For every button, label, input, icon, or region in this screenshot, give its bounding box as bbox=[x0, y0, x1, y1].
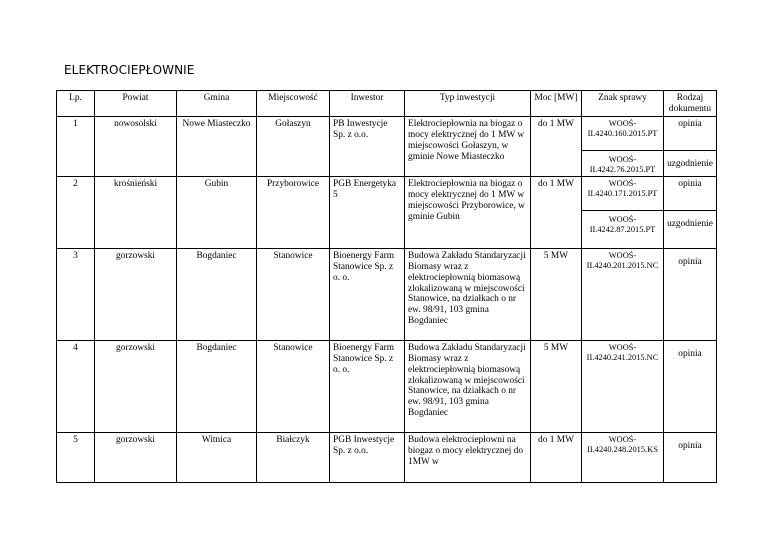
znak-value: WOOŚ-II.4242.76.2015.PT bbox=[589, 154, 656, 174]
cell-inwestor: PGB Inwestycje Sp. z o.o. bbox=[330, 432, 405, 482]
cell-lp: 3 bbox=[57, 248, 95, 340]
header-typ: Typ inwestycji bbox=[405, 91, 531, 117]
cell-znak bbox=[582, 116, 664, 176]
cell-inwestor: Bioenergy Farm Stanowice Sp. z o. o. bbox=[330, 340, 405, 432]
cell-powiat: krośnieński bbox=[95, 176, 177, 248]
cell-gmina: Bogdaniec bbox=[177, 340, 257, 432]
znak-value: WOOŚ-II.4240.160.2015.PT bbox=[582, 117, 663, 151]
cell-miejscowosc: Gołaszyn bbox=[257, 116, 330, 176]
cell-znak: WOOŚ-II.4240.201.2015.NC bbox=[582, 248, 664, 340]
cell-typ: Elektrociepłownia na biogaz o mocy elektrycznej do 1 MW w miejscowości Gołaszyn, w gminie Nowe Miasteczko bbox=[405, 116, 531, 176]
cell-powiat: gorzowski bbox=[95, 340, 177, 432]
cell-moc: do 1 MW bbox=[531, 432, 582, 482]
cell-moc: do 1 MW bbox=[531, 176, 582, 248]
table-row bbox=[57, 176, 717, 248]
znak-value: WOOŚ-II.4242.87.2015.PT bbox=[589, 214, 656, 234]
znak-value: WOOŚ-II.4240.171.2015.PT bbox=[582, 177, 663, 211]
cell-znak bbox=[582, 176, 664, 248]
table-row bbox=[57, 248, 717, 340]
cell-lp: 2 bbox=[57, 176, 95, 248]
header-inwestor: Inwestor bbox=[330, 91, 405, 117]
rodzaj-value: uzgodnienie bbox=[667, 158, 713, 169]
cell-lp: 1 bbox=[57, 116, 95, 176]
cell-miejscowosc: Stanowice bbox=[257, 340, 330, 432]
page-title: ELEKTROCIEPŁOWNIE bbox=[64, 63, 195, 77]
cell-powiat: gorzowski bbox=[95, 432, 177, 482]
cell-miejscowosc: Stanowice bbox=[257, 248, 330, 340]
cell-znak: WOOŚ-II.4240.241.2015.NC bbox=[582, 340, 664, 432]
cell-rodzaj bbox=[664, 176, 717, 248]
cell-rodzaj: opinia bbox=[664, 340, 717, 432]
cell-moc: do 1 MW bbox=[531, 116, 582, 176]
cell-inwestor: Bioenergy Farm Stanowice Sp. z o. o. bbox=[330, 248, 405, 340]
cell-powiat: nowosolski bbox=[95, 116, 177, 176]
table-row bbox=[57, 116, 717, 176]
cell-moc: 5 MW bbox=[531, 340, 582, 432]
rodzaj-value: uzgodnienie bbox=[667, 218, 713, 229]
cell-rodzaj: opinia bbox=[664, 248, 717, 340]
investments-table bbox=[56, 90, 717, 483]
header-lp: Lp. bbox=[57, 91, 95, 117]
cell-inwestor: PB Inwestycje Sp. z o.o. bbox=[330, 116, 405, 176]
header-rodzaj: Rodzaj dokumentu bbox=[664, 91, 717, 117]
header-znak: Znak sprawy bbox=[582, 91, 664, 117]
header-gmina: Gmina bbox=[177, 91, 257, 117]
cell-moc: 5 MW bbox=[531, 248, 582, 340]
header-moc: Moc [MW] bbox=[531, 91, 582, 117]
cell-gmina: Bogdaniec bbox=[177, 248, 257, 340]
cell-gmina: Witnica bbox=[177, 432, 257, 482]
cell-lp: 5 bbox=[57, 432, 95, 482]
cell-inwestor: PGB Energetyka 5 bbox=[330, 176, 405, 248]
cell-rodzaj bbox=[664, 116, 717, 176]
cell-miejscowosc: Przyborowice bbox=[257, 176, 330, 248]
header-miejscowosc: Miejscowość bbox=[257, 91, 330, 117]
cell-typ: Budowa Zakładu Standaryzacji Biomasy wraz z elektrociepłownią biomasową zlokalizowaną w miejscowości Stanowice, na działkach o nr ew. 98/91, 103 gmina Bogdaniec bbox=[405, 248, 531, 340]
header-powiat: Powiat bbox=[95, 91, 177, 117]
cell-gmina: Gubin bbox=[177, 176, 257, 248]
cell-typ: Budowa elektrociepłowni na biogaz o mocy elektrycznej do 1MW w bbox=[405, 432, 531, 482]
cell-gmina: Nowe Miasteczko bbox=[177, 116, 257, 176]
cell-lp: 4 bbox=[57, 340, 95, 432]
cell-typ: Budowa Zakładu Standaryzacji Biomasy wraz z elektrociepłownią biomasową zlokalizowaną w miejscowości Stanowice, na działkach o nr ew. 98/91, 103 gmina Bogdaniec bbox=[405, 340, 531, 432]
cell-znak: WOOŚ-II.4240.248.2015.KS bbox=[582, 432, 664, 482]
rodzaj-value: opinia bbox=[664, 117, 716, 151]
cell-typ: Elektrociepłownia na biogaz o mocy elektrycznej do 1 MW w miejscowości Przyborowice, w gminie Gubin bbox=[405, 176, 531, 248]
table-row bbox=[57, 432, 717, 482]
table-row bbox=[57, 340, 717, 432]
cell-powiat: gorzowski bbox=[95, 248, 177, 340]
table-header-row bbox=[57, 91, 717, 117]
rodzaj-value: opinia bbox=[664, 177, 716, 211]
cell-miejscowosc: Białczyk bbox=[257, 432, 330, 482]
cell-rodzaj: opinia bbox=[664, 432, 717, 482]
